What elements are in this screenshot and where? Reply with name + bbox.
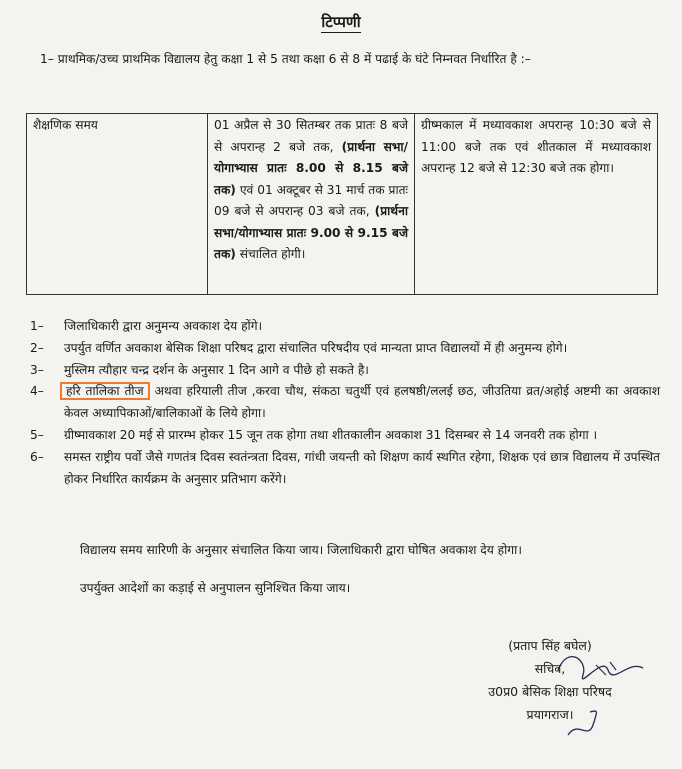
- notice-heading: टिप्पणी: [321, 13, 361, 31]
- signatory-name: (प्रताप सिंह बघेल): [508, 638, 592, 653]
- list-item: 2– उपर्युत वर्णित अवकाश बेसिक शिक्षा परिषद द्वारा संचालित परिषदीय एवं मान्यता प्राप्त विद्यालयों में ही अनुमन्य होगे।: [30, 340, 568, 355]
- table-timing-cell: 01 अप्रैल से 30 सितम्बर तक प्रातः 8 बजे से अपरान्ह 2 बजे तक, (प्रार्थना सभा/योगाभ्यास प्रातः 8.00 से 8.15 बजे तक) एवं 01 अक्टूबर से 31 मार्च तक प्रातः 09 बजे से अपरान्ह 03 बजे तक, (प्रार्थना सभा/योगाभ्यास प्रातः 9.00 से 9.15 बजे तक) संचालित होगी।: [208, 114, 415, 295]
- highlighted-phrase: हरि तालिका तीज: [60, 382, 150, 400]
- list-item: 4– हरि तालिका तीज अथवा हरियाली तीज ,करवा चौथ, संकठा चतुर्थी एवं हलषष्ठी/ललई छठ, जीउतिया व्रत/अहोई अष्टमी का अवकाश केवल अध्यापिकाओं/बालिकाओं के लिये होगा।: [30, 384, 660, 421]
- table-recess-cell: ग्रीष्मकाल में मध्यावकाश अपरान्ह 10:30 बजे से 11:00 बजे तक एवं शीतकाल में मध्यावकाश अपरान्ह 12 बजे से 12:30 बजे तक होगा।: [415, 114, 658, 295]
- signatory-designation: सचिव,: [534, 661, 566, 676]
- signature-block: [440, 634, 660, 726]
- table-label-cell: शैक्षणिक समय: [27, 114, 208, 295]
- list-item: 3– मुस्लिम त्यौहार चन्द्र दर्शन के अनुसार 1 दिन आगे व पीछे हो सकते है।: [30, 362, 369, 377]
- signatory-office: उ0प्र0 बेसिक शिक्षा परिषद: [488, 684, 612, 699]
- signatory-place: प्रयागराज।: [526, 707, 574, 722]
- timing-table: [26, 113, 658, 295]
- list-item: 5– ग्रीष्मावकाश 20 मई से प्रारम्भ होकर 15 जून तक होगा तथा शीतकालीन अवकाश 31 दिसम्बर से 14 जनवरी तक होगा ।: [30, 427, 598, 442]
- compliance-paragraph: उपर्युक्त आदेशों का कड़ाई से अनुपालन सुनिश्चित किया जाय।: [80, 581, 351, 595]
- intro-paragraph: 1– प्राथमिक/उच्च प्राथमिक विद्यालय हेतु कक्षा 1 से 5 तथा कक्षा 6 से 8 में पढाई के घंटे निम्नवत निर्धारित है :–: [40, 52, 531, 66]
- schedule-paragraph: विद्यालय समय सारिणी के अनुसार संचालित किया जाय। जिलाधिकारी द्वारा घोषित अवकाश देय होगा।: [80, 543, 522, 557]
- list-item: 1– जिलाधिकारी द्वारा अनुमन्य अवकाश देय होंगे।: [30, 319, 263, 333]
- rules-list: [30, 316, 660, 490]
- table-row: [27, 114, 658, 295]
- list-item: 6– समस्त राष्ट्रीय पर्वो जैसे गणतंत्र दिवस स्वतंन्त्रता दिवस, गांधी जयन्ती को शिक्षण कार्य स्थगित रहेगा, शिक्षक एवं छात्र विद्यालय में उपस्थित होकर निर्धारित कार्यक्रम के अनुसार प्रतिभाग करेंगे।: [30, 449, 660, 486]
